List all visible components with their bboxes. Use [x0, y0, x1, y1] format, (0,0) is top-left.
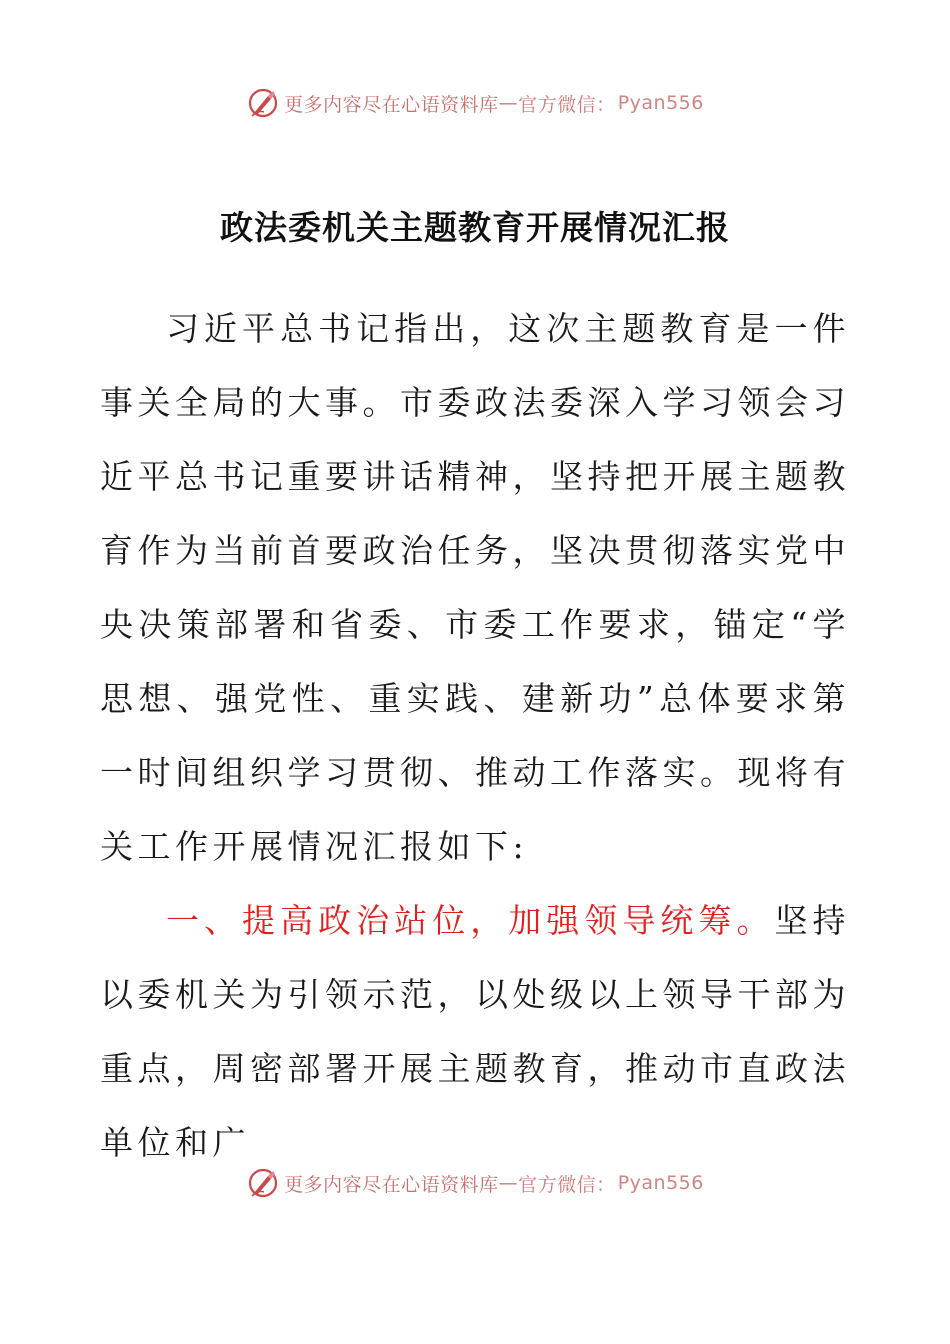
paragraph-section-1 [100, 884, 850, 1180]
watermark-contact: 官方微信： [518, 93, 616, 116]
paragraph-intro [100, 292, 850, 884]
watermark-contact: 官方微信： [518, 1173, 616, 1196]
footer-watermark [0, 1166, 950, 1200]
watermark-brand: 更多内容尽在心语资料库 [284, 93, 499, 116]
paragraph-intro-text: 习近平总书记指出，这次主题教育是一件事关全局的大事。市委政法委深入学习领会习近平总书记重要讲话精神，坚持把开展主题教育作为当前首要政治任务，坚决贯彻落实党中央决策部署和省委、市委工作要求，锚定“学思想、强党性、重实践、建新功”总体要求第一时间组织学习贯彻、推动工作落实。现将有关工作开展情况汇报如下: [100, 309, 850, 866]
section-heading-1: 一、提高政治站位，加强领导统筹。 [166, 901, 775, 940]
document-title: 政法委机关主题教育开展情况汇报 [220, 208, 730, 247]
paragraph-section-1-text: 坚持以委机关为引领示范，以处级以上领导干部为重点，周密部署开展主题教育，推动市直政法单位和广 [100, 901, 851, 1162]
document-body [100, 292, 850, 1180]
pen-logo-icon [246, 1166, 280, 1200]
watermark-separator: — [498, 1172, 519, 1194]
watermark-wechat-id: Pyan556 [617, 1172, 704, 1194]
watermark-separator: — [498, 92, 519, 114]
watermark-brand: 更多内容尽在心语资料库 [284, 1173, 499, 1196]
header-watermark [0, 86, 950, 120]
pen-logo-icon [246, 86, 280, 120]
watermark-wechat-id: Pyan556 [617, 92, 704, 114]
